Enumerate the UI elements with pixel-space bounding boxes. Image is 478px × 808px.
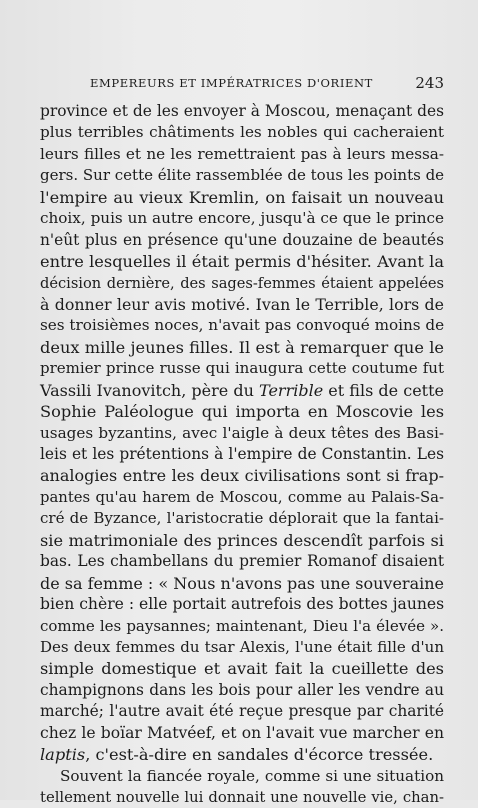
body-text — [40, 101, 444, 808]
text-line-with-italic — [40, 744, 444, 765]
text-line: sie matrimoniale des princes descendît parfois si — [40, 530, 444, 550]
text-line: simple domestique et avait fait la cueillette des — [40, 659, 444, 679]
text-run: , c'est-à-dire en sandales d'écorce tressée. — [85, 745, 434, 765]
text-line: entre lesquelles il était permis d'hésiter. Avant la — [40, 252, 444, 272]
text-line: analogies entre les deux civilisations sont si frap- — [40, 466, 444, 486]
text-line: bien chère : elle portait autrefois des bottes jaunes — [40, 595, 445, 614]
text-line: Sophie Paléologue qui importa en Moscovie les — [40, 402, 444, 422]
text-line: l'empire au vieux Kremlin, on faisait un nouveau — [40, 187, 444, 207]
text-line: pantes qu'au harem de Moscou, comme au Palais-Sa- — [40, 488, 444, 506]
text-line: province et de les envoyer à Moscou, menaçant des — [40, 102, 444, 120]
text-line: plus terribles châtiments les nobles qui cacheraient — [40, 123, 444, 142]
text-line: leurs filles et ne les remettraient pas à leurs messa- — [40, 144, 444, 163]
text-line: choix, puis un autre encore, jusqu'à ce que le prince — [40, 209, 444, 228]
page-header — [40, 74, 444, 94]
text-line: comme les paysannes; maintenant, Dieu l'a élevée ». — [40, 616, 444, 635]
text-line: n'eût plus en présence qu'une douzaine de beautés — [40, 230, 444, 249]
text-line-with-italic — [40, 380, 444, 401]
text-line: leis et les prétentions à l'empire de Constantin. Les — [40, 445, 444, 463]
running-head: EMPEREURS ET IMPÉRATRICES D'ORIENT — [90, 76, 373, 90]
text-line: à donner leur avis motivé. Ivan le Terrible, lors de — [40, 294, 444, 314]
text-line: gers. Sur cette élite rassemblée de tous les points de — [40, 166, 445, 185]
page-number: 243 — [415, 74, 444, 92]
text-line: ses troisièmes noces, n'avait pas convoqué moins de — [40, 316, 445, 335]
text-line: cré de Byzance, l'aristocratie déplorait que la fantai- — [40, 509, 444, 528]
text-line: chez le boïar Matvéef, et on l'avait vue marcher en — [40, 723, 444, 742]
italic-word: laptis — [40, 745, 86, 765]
text-line: Des deux femmes du tsar Alexis, l'une était fille d'un — [40, 637, 444, 656]
text-run: Vassili Ivanovitch, père du — [40, 380, 260, 400]
text-line: usages byzantins, avec l'aigle à deux têtes des Basi- — [40, 423, 444, 442]
text-line: Souvent la fiancée royale, comme si une situation — [60, 766, 444, 785]
text-line: tellement nouvelle lui donnait une nouvelle vie, chan- — [40, 789, 444, 806]
text-line: de sa femme : « Nous n'avons pas une souveraine — [40, 573, 444, 593]
text-line: deux mille jeunes filles. Il est à remarquer que le — [40, 337, 444, 357]
text-run: et fils de cette — [323, 380, 444, 400]
text-line: premier prince russe qui inaugura cette coutume fut — [40, 359, 444, 378]
text-line: bas. Les chambellans du premier Romanof disaient — [40, 552, 444, 571]
italic-word: Terrible — [259, 380, 324, 400]
text-line: décision dernière, des sages-femmes étaient appelées — [40, 274, 444, 292]
text-line: champignons dans les bois pour aller les vendre au — [40, 680, 444, 699]
text-line: marché; l'autre avait été reçue presque par charité — [40, 702, 444, 721]
